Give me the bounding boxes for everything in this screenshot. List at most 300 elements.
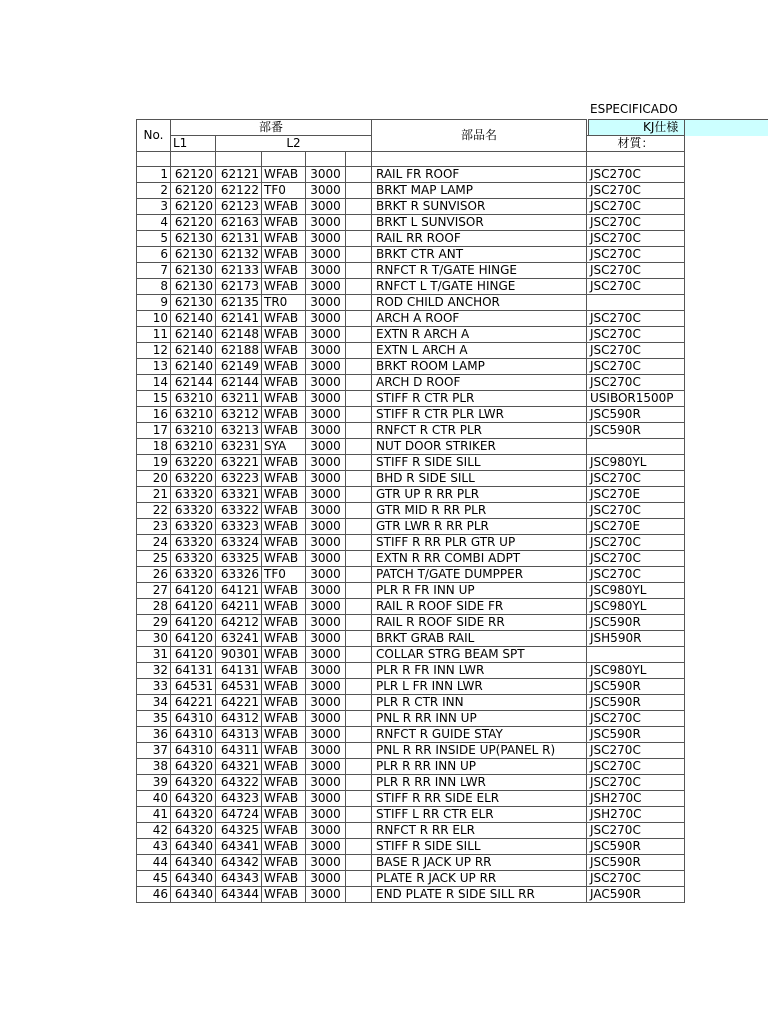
part-qty: 3000: [306, 679, 346, 695]
part-l2: 62121: [216, 167, 262, 183]
part-code: WFAB: [262, 247, 306, 263]
blank-cell: [346, 199, 372, 215]
part-l2: 63321: [216, 487, 262, 503]
table-row: [137, 823, 685, 839]
table-row: [137, 599, 685, 615]
blank-cell: [306, 152, 346, 167]
col-header-part-number: 部番: [171, 120, 372, 136]
row-number: 23: [137, 519, 171, 535]
part-l2: 64341: [216, 839, 262, 855]
part-code: TF0: [262, 183, 306, 199]
part-material: JSC590R: [587, 855, 685, 871]
part-l2: 62131: [216, 231, 262, 247]
blank-cell: [346, 743, 372, 759]
part-material: JSC270C: [587, 823, 685, 839]
part-material: JSC590R: [587, 695, 685, 711]
row-number: 40: [137, 791, 171, 807]
row-number: 1: [137, 167, 171, 183]
part-l1: 64320: [171, 775, 216, 791]
table-row: [137, 807, 685, 823]
row-number: 12: [137, 343, 171, 359]
part-name: STIFF R RR PLR GTR UP: [372, 535, 587, 551]
part-qty: 3000: [306, 775, 346, 791]
blank-cell: [346, 487, 372, 503]
blank-cell: [346, 375, 372, 391]
part-code: WFAB: [262, 839, 306, 855]
col-header-no: No.: [137, 120, 171, 152]
row-number: 19: [137, 455, 171, 471]
part-qty: 3000: [306, 407, 346, 423]
table-row: [137, 311, 685, 327]
part-name: END PLATE R SIDE SILL RR: [372, 887, 587, 903]
table-row: [137, 231, 685, 247]
part-material: JSC980YL: [587, 583, 685, 599]
part-l1: 63320: [171, 567, 216, 583]
blank-cell: [346, 152, 372, 167]
part-l1: 63210: [171, 391, 216, 407]
blank-cell: [346, 439, 372, 455]
row-number: 5: [137, 231, 171, 247]
part-material: JSC270C: [587, 215, 685, 231]
part-qty: 3000: [306, 231, 346, 247]
part-l2: 64311: [216, 743, 262, 759]
row-number: 38: [137, 759, 171, 775]
part-name: BRKT L SUNVISOR: [372, 215, 587, 231]
part-qty: 3000: [306, 375, 346, 391]
row-number: 18: [137, 439, 171, 455]
part-material: [587, 295, 685, 311]
part-qty: 3000: [306, 615, 346, 631]
kj-spec-label: KJ仕様: [643, 120, 679, 134]
row-number: 4: [137, 215, 171, 231]
part-name: EXTN R ARCH A: [372, 327, 587, 343]
table-row: [137, 647, 685, 663]
part-name: STIFF R CTR PLR: [372, 391, 587, 407]
table-row: [137, 167, 685, 183]
part-qty: 3000: [306, 727, 346, 743]
table-row: [137, 871, 685, 887]
part-name: STIFF R SIDE SILL: [372, 839, 587, 855]
blank-cell: [346, 167, 372, 183]
part-material: JSH590R: [587, 631, 685, 647]
part-material: JSC270C: [587, 327, 685, 343]
part-l2: 63221: [216, 455, 262, 471]
blank-cell: [346, 471, 372, 487]
table-row: [137, 471, 685, 487]
row-number: 3: [137, 199, 171, 215]
part-l2: 63323: [216, 519, 262, 535]
part-code: WFAB: [262, 727, 306, 743]
part-material: JSC590R: [587, 727, 685, 743]
part-name: RNFCT R T/GATE HINGE: [372, 263, 587, 279]
part-l1: 62130: [171, 247, 216, 263]
row-number: 13: [137, 359, 171, 375]
part-qty: 3000: [306, 599, 346, 615]
part-qty: 3000: [306, 183, 346, 199]
part-l1: 64340: [171, 887, 216, 903]
table-row: [137, 455, 685, 471]
blank-cell: [346, 279, 372, 295]
part-code: WFAB: [262, 503, 306, 519]
part-code: WFAB: [262, 199, 306, 215]
part-code: WFAB: [262, 759, 306, 775]
part-code: WFAB: [262, 791, 306, 807]
row-number: 30: [137, 631, 171, 647]
blank-cell: [346, 599, 372, 615]
part-l2: 63211: [216, 391, 262, 407]
part-qty: 3000: [306, 279, 346, 295]
row-number: 26: [137, 567, 171, 583]
part-qty: 3000: [306, 503, 346, 519]
row-number: 42: [137, 823, 171, 839]
part-material: JSC590R: [587, 679, 685, 695]
part-l1: 64320: [171, 807, 216, 823]
table-row: [137, 615, 685, 631]
part-qty: 3000: [306, 887, 346, 903]
blank-cell: [346, 423, 372, 439]
blank-cell: [346, 551, 372, 567]
part-name: PLR R RR INN UP: [372, 759, 587, 775]
part-l1: 62140: [171, 343, 216, 359]
row-number: 44: [137, 855, 171, 871]
part-l2: 62135: [216, 295, 262, 311]
blank-cell: [346, 759, 372, 775]
part-l1: 64310: [171, 727, 216, 743]
blank-cell: [587, 152, 685, 167]
part-code: WFAB: [262, 167, 306, 183]
part-name: RNFCT R RR ELR: [372, 823, 587, 839]
part-material: JSC270E: [587, 519, 685, 535]
row-number: 9: [137, 295, 171, 311]
part-name: BRKT GRAB RAIL: [372, 631, 587, 647]
part-material: JSC980YL: [587, 663, 685, 679]
table-row: [137, 743, 685, 759]
table-row: [137, 279, 685, 295]
part-code: WFAB: [262, 887, 306, 903]
part-l1: 63320: [171, 535, 216, 551]
part-material: JSC270C: [587, 471, 685, 487]
part-code: WFAB: [262, 311, 306, 327]
table-row: [137, 423, 685, 439]
part-l2: 62149: [216, 359, 262, 375]
row-number: 29: [137, 615, 171, 631]
row-number: 21: [137, 487, 171, 503]
row-number: 37: [137, 743, 171, 759]
part-l1: 62144: [171, 375, 216, 391]
part-qty: 3000: [306, 247, 346, 263]
part-code: WFAB: [262, 343, 306, 359]
part-material: JSC980YL: [587, 599, 685, 615]
table-row: [137, 535, 685, 551]
part-code: WFAB: [262, 391, 306, 407]
part-code: WFAB: [262, 583, 306, 599]
part-l1: 64221: [171, 695, 216, 711]
blank-cell: [346, 215, 372, 231]
blank-cell: [216, 152, 262, 167]
part-qty: 3000: [306, 871, 346, 887]
part-code: WFAB: [262, 695, 306, 711]
blank-cell: [346, 839, 372, 855]
row-number: 43: [137, 839, 171, 855]
part-qty: 3000: [306, 359, 346, 375]
part-l1: 64120: [171, 599, 216, 615]
blank-cell: [137, 152, 171, 167]
part-qty: 3000: [306, 839, 346, 855]
part-material: JSC270C: [587, 503, 685, 519]
col-header-material: 材質：: [587, 136, 685, 152]
row-number: 22: [137, 503, 171, 519]
part-material: JSC270C: [587, 183, 685, 199]
part-code: WFAB: [262, 263, 306, 279]
part-name: EXTN L ARCH A: [372, 343, 587, 359]
part-l1: 63320: [171, 487, 216, 503]
table-row: [137, 247, 685, 263]
part-l1: 64531: [171, 679, 216, 695]
part-qty: 3000: [306, 791, 346, 807]
part-material: [587, 647, 685, 663]
blank-cell: [346, 727, 372, 743]
part-name: GTR MID R RR PLR: [372, 503, 587, 519]
blank-cell: [346, 359, 372, 375]
part-code: WFAB: [262, 663, 306, 679]
col-header-part-name: 部品名: [372, 120, 587, 152]
table-row: [137, 727, 685, 743]
part-qty: 3000: [306, 695, 346, 711]
blank-cell: [346, 183, 372, 199]
part-l2: 64344: [216, 887, 262, 903]
part-qty: 3000: [306, 807, 346, 823]
blank-cell: [346, 711, 372, 727]
part-qty: 3000: [306, 263, 346, 279]
part-code: WFAB: [262, 535, 306, 551]
part-code: WFAB: [262, 407, 306, 423]
part-qty: 3000: [306, 583, 346, 599]
part-name: STIFF R CTR PLR LWR: [372, 407, 587, 423]
table-row: [137, 327, 685, 343]
part-l1: 64340: [171, 839, 216, 855]
part-l1: 62130: [171, 295, 216, 311]
part-material: JSC270C: [587, 311, 685, 327]
blank-cell: [346, 407, 372, 423]
part-l2: 63322: [216, 503, 262, 519]
part-material: JSC270C: [587, 279, 685, 295]
row-number: 7: [137, 263, 171, 279]
part-l2: 63324: [216, 535, 262, 551]
part-name: GTR LWR R RR PLR: [372, 519, 587, 535]
part-l1: 63220: [171, 455, 216, 471]
table-row: [137, 199, 685, 215]
table-row: [137, 519, 685, 535]
part-l2: 64323: [216, 791, 262, 807]
part-l2: 62148: [216, 327, 262, 343]
part-code: WFAB: [262, 743, 306, 759]
table-row: [137, 711, 685, 727]
blank-cell: [346, 567, 372, 583]
row-number: 45: [137, 871, 171, 887]
part-l2: 64212: [216, 615, 262, 631]
part-qty: 3000: [306, 327, 346, 343]
part-material: JSC270C: [587, 343, 685, 359]
part-material: USIBOR1500P: [587, 391, 685, 407]
part-qty: 3000: [306, 551, 346, 567]
part-name: RAIL R ROOF SIDE RR: [372, 615, 587, 631]
part-material: JSC270C: [587, 247, 685, 263]
part-material: JSC270C: [587, 759, 685, 775]
part-name: RNFCT R CTR PLR: [372, 423, 587, 439]
blank-cell: [346, 615, 372, 631]
part-name: RNFCT R GUIDE STAY: [372, 727, 587, 743]
part-name: PNL R RR INSIDE UP(PANEL R): [372, 743, 587, 759]
part-name: RAIL FR ROOF: [372, 167, 587, 183]
blank-cell: [346, 887, 372, 903]
row-number: 36: [137, 727, 171, 743]
part-l2: 64724: [216, 807, 262, 823]
part-qty: 3000: [306, 631, 346, 647]
part-l2: 62144: [216, 375, 262, 391]
part-qty: 3000: [306, 663, 346, 679]
blank-cell: [346, 455, 372, 471]
row-number: 39: [137, 775, 171, 791]
part-l1: 63210: [171, 439, 216, 455]
blank-cell: [346, 391, 372, 407]
table-row: [137, 887, 685, 903]
table-row: [137, 775, 685, 791]
part-code: WFAB: [262, 327, 306, 343]
part-code: WFAB: [262, 423, 306, 439]
part-material: JSC270C: [587, 871, 685, 887]
part-code: WFAB: [262, 823, 306, 839]
part-name: PNL R RR INN UP: [372, 711, 587, 727]
table-row: [137, 503, 685, 519]
part-l2: 64211: [216, 599, 262, 615]
part-name: PATCH T/GATE DUMPPER: [372, 567, 587, 583]
part-code: WFAB: [262, 279, 306, 295]
blank-cell: [346, 823, 372, 839]
blank-cell: [346, 231, 372, 247]
part-name: RNFCT L T/GATE HINGE: [372, 279, 587, 295]
part-l1: 62140: [171, 311, 216, 327]
blank-cell: [346, 663, 372, 679]
part-l2: 64312: [216, 711, 262, 727]
part-name: BRKT MAP LAMP: [372, 183, 587, 199]
part-qty: 3000: [306, 519, 346, 535]
blank-cell: [346, 647, 372, 663]
part-code: WFAB: [262, 599, 306, 615]
blank-cell: [346, 295, 372, 311]
part-code: WFAB: [262, 711, 306, 727]
part-qty: 3000: [306, 439, 346, 455]
part-material: JSC270C: [587, 167, 685, 183]
part-l1: 62120: [171, 215, 216, 231]
part-l2: 62188: [216, 343, 262, 359]
part-l2: 63223: [216, 471, 262, 487]
blank-cell: [346, 343, 372, 359]
part-material: JSC270C: [587, 375, 685, 391]
part-l1: 62120: [171, 183, 216, 199]
part-l2: 63212: [216, 407, 262, 423]
part-name: EXTN R RR COMBI ADPT: [372, 551, 587, 567]
row-number: 32: [137, 663, 171, 679]
part-material: JSC270C: [587, 199, 685, 215]
part-material: JSC270C: [587, 711, 685, 727]
part-l1: 63320: [171, 503, 216, 519]
part-qty: 3000: [306, 567, 346, 583]
blank-cell: [346, 631, 372, 647]
row-number: 8: [137, 279, 171, 295]
part-qty: 3000: [306, 199, 346, 215]
part-qty: 3000: [306, 647, 346, 663]
part-code: WFAB: [262, 455, 306, 471]
part-code: WFAB: [262, 487, 306, 503]
part-l1: 63220: [171, 471, 216, 487]
table-row: [137, 631, 685, 647]
blank-cell: [346, 503, 372, 519]
part-l1: 64131: [171, 663, 216, 679]
row-number: 31: [137, 647, 171, 663]
part-name: RAIL RR ROOF: [372, 231, 587, 247]
part-name: BRKT ROOM LAMP: [372, 359, 587, 375]
col-header-l1: L1: [171, 136, 216, 152]
part-l1: 62130: [171, 231, 216, 247]
part-code: WFAB: [262, 871, 306, 887]
part-qty: 3000: [306, 167, 346, 183]
row-number: 20: [137, 471, 171, 487]
col-header-l2: L2: [216, 136, 372, 152]
part-l1: 64340: [171, 871, 216, 887]
part-name: PLR L FR INN LWR: [372, 679, 587, 695]
part-name: GTR UP R RR PLR: [372, 487, 587, 503]
part-material: JSC270C: [587, 743, 685, 759]
part-l2: 64221: [216, 695, 262, 711]
part-code: WFAB: [262, 231, 306, 247]
part-material: [587, 439, 685, 455]
part-l2: 64531: [216, 679, 262, 695]
part-qty: 3000: [306, 823, 346, 839]
blank-cell: [262, 152, 306, 167]
blank-cell: [346, 855, 372, 871]
blank-cell: [346, 871, 372, 887]
part-code: WFAB: [262, 471, 306, 487]
table-row: [137, 855, 685, 871]
table-row: [137, 487, 685, 503]
especificado-label: ESPECIFICADO: [590, 102, 678, 116]
part-l2: 64343: [216, 871, 262, 887]
blank-cell: [346, 535, 372, 551]
table-row: [137, 839, 685, 855]
table-row: [137, 679, 685, 695]
part-code: WFAB: [262, 775, 306, 791]
table-row: [137, 663, 685, 679]
part-code: WFAB: [262, 375, 306, 391]
blank-cell: [372, 152, 587, 167]
part-name: PLR R FR INN LWR: [372, 663, 587, 679]
part-l1: 64320: [171, 791, 216, 807]
part-qty: 3000: [306, 759, 346, 775]
part-l2: 64131: [216, 663, 262, 679]
table-row: [137, 183, 685, 199]
part-l1: 63320: [171, 551, 216, 567]
table-row: [137, 439, 685, 455]
part-l2: 62122: [216, 183, 262, 199]
part-code: WFAB: [262, 551, 306, 567]
part-name: BRKT CTR ANT: [372, 247, 587, 263]
part-l2: 64325: [216, 823, 262, 839]
part-l1: 63210: [171, 423, 216, 439]
part-name: ARCH A ROOF: [372, 311, 587, 327]
part-name: STIFF L RR CTR ELR: [372, 807, 587, 823]
part-qty: 3000: [306, 343, 346, 359]
part-l2: 64313: [216, 727, 262, 743]
